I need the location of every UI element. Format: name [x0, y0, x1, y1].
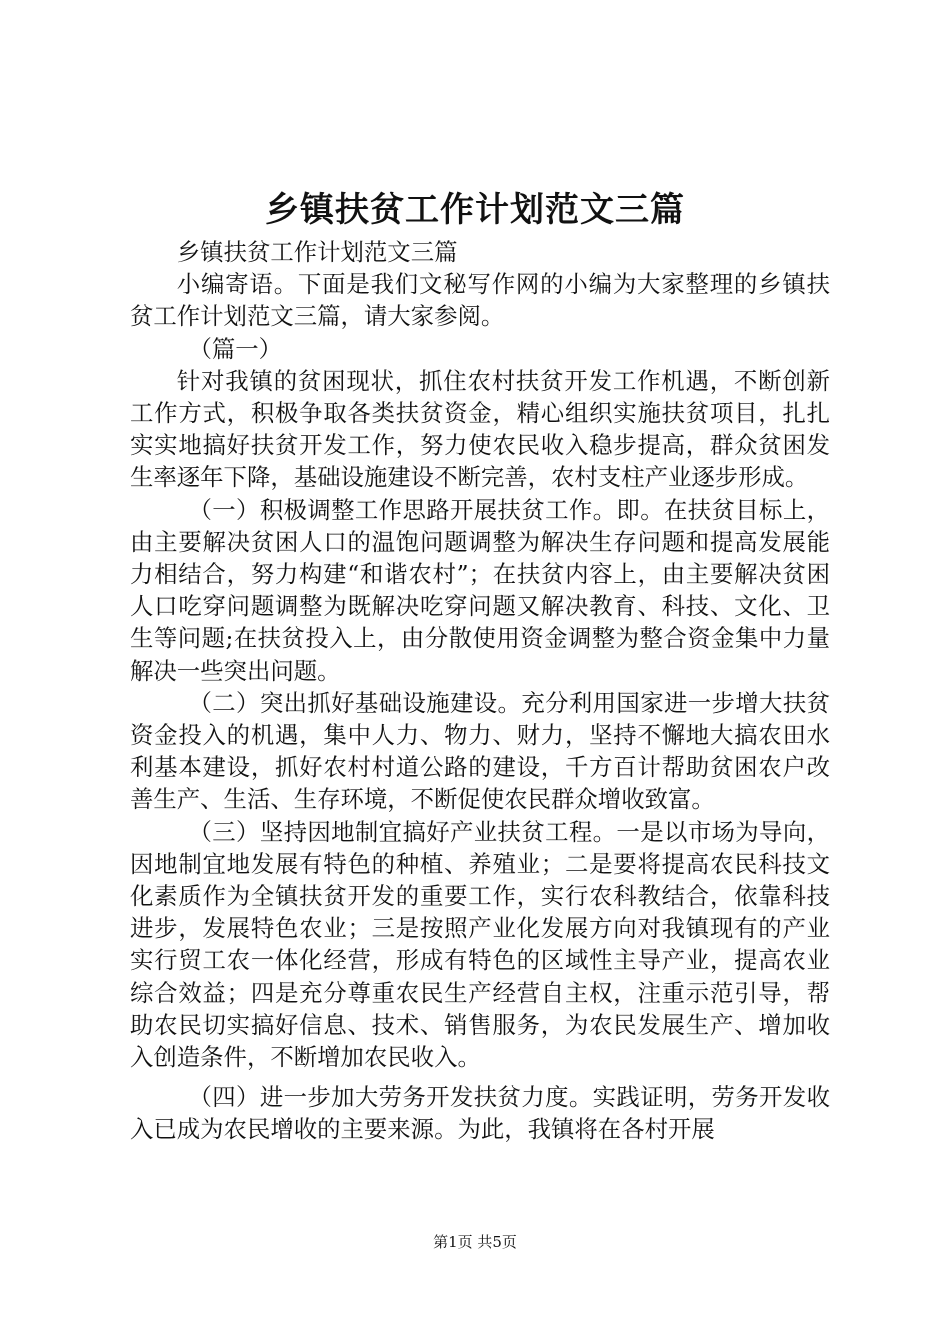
document-title: 乡镇扶贫工作计划范文三篇 — [265, 190, 685, 230]
section-heading: （篇一） — [188, 334, 283, 363]
document-body — [130, 236, 830, 1146]
page-footer: 第1页 共5页 — [433, 1233, 517, 1251]
body-paragraph: （三）坚持因地制宜搞好产业扶贫工程。一是以市场为导向，因地制宜地发展有特色的种植、养殖业；二是要将提高农民科技文化素质作为全镇扶贫开发的重要工作，实行农科教结合，依靠科技进步，发展特色农业；三是按照产业化发展方向对我镇现有的产业实行贸工农一体化经营，形成有特色的区域性主导产业，提高农业综合效益；四是充分尊重农民生产经营自主权，注重示范引导，帮助农民切实搞好信息、技术、销售服务，为农民发展生产、增加收入创造条件，不断增加农民收入。 — [130, 817, 830, 1072]
subtitle-paragraph: 乡镇扶贫工作计划范文三篇 — [176, 238, 458, 266]
body-paragraph: （四）进一步加大劳务开发扶贫力度。实践证明，劳务开发收入已成为农民增收的主要来源。为此，我镇将在各村开展 — [130, 1083, 830, 1144]
intro-paragraph: 小编寄语。下面是我们文秘写作网的小编为大家整理的乡镇扶贫工作计划范文三篇，请大家参阅。 — [130, 270, 830, 331]
body-paragraph: （二）突出抓好基础设施建设。充分利用国家进一步增大扶贫资金投入的机遇，集中人力、物力、财力，坚持不懈地大搞农田水利基本建设，抓好农村村道公路的建设，千方百计帮助贫困农户改善生产、生活、生存环境，不断促使农民群众增收致富。 — [130, 688, 830, 814]
body-paragraph: （一）积极调整工作思路开展扶贫工作。即。在扶贫目标上，由主要解决贫困人口的温饱问题调整为解决生存问题和提高发展能力相结合，努力构建“和谐农村”；在扶贫内容上，由主要解决贫困人口吃穿问题调整为既解决吃穿问题又解决教育、科技、文化、卫生等问题;在扶贫投入上，由分散使用资金调整为整合资金集中力量解决一些突出问题。 — [130, 495, 830, 685]
body-paragraph: 针对我镇的贫困现状，抓住农村扶贫开发工作机遇，不断创新工作方式，积极争取各类扶贫资金，精心组织实施扶贫项目，扎扎实实地搞好扶贫开发工作，努力使农民收入稳步提高，群众贫困发生率逐年下降，基础设施建设不断完善，农村支柱产业逐步形成。 — [130, 366, 830, 492]
